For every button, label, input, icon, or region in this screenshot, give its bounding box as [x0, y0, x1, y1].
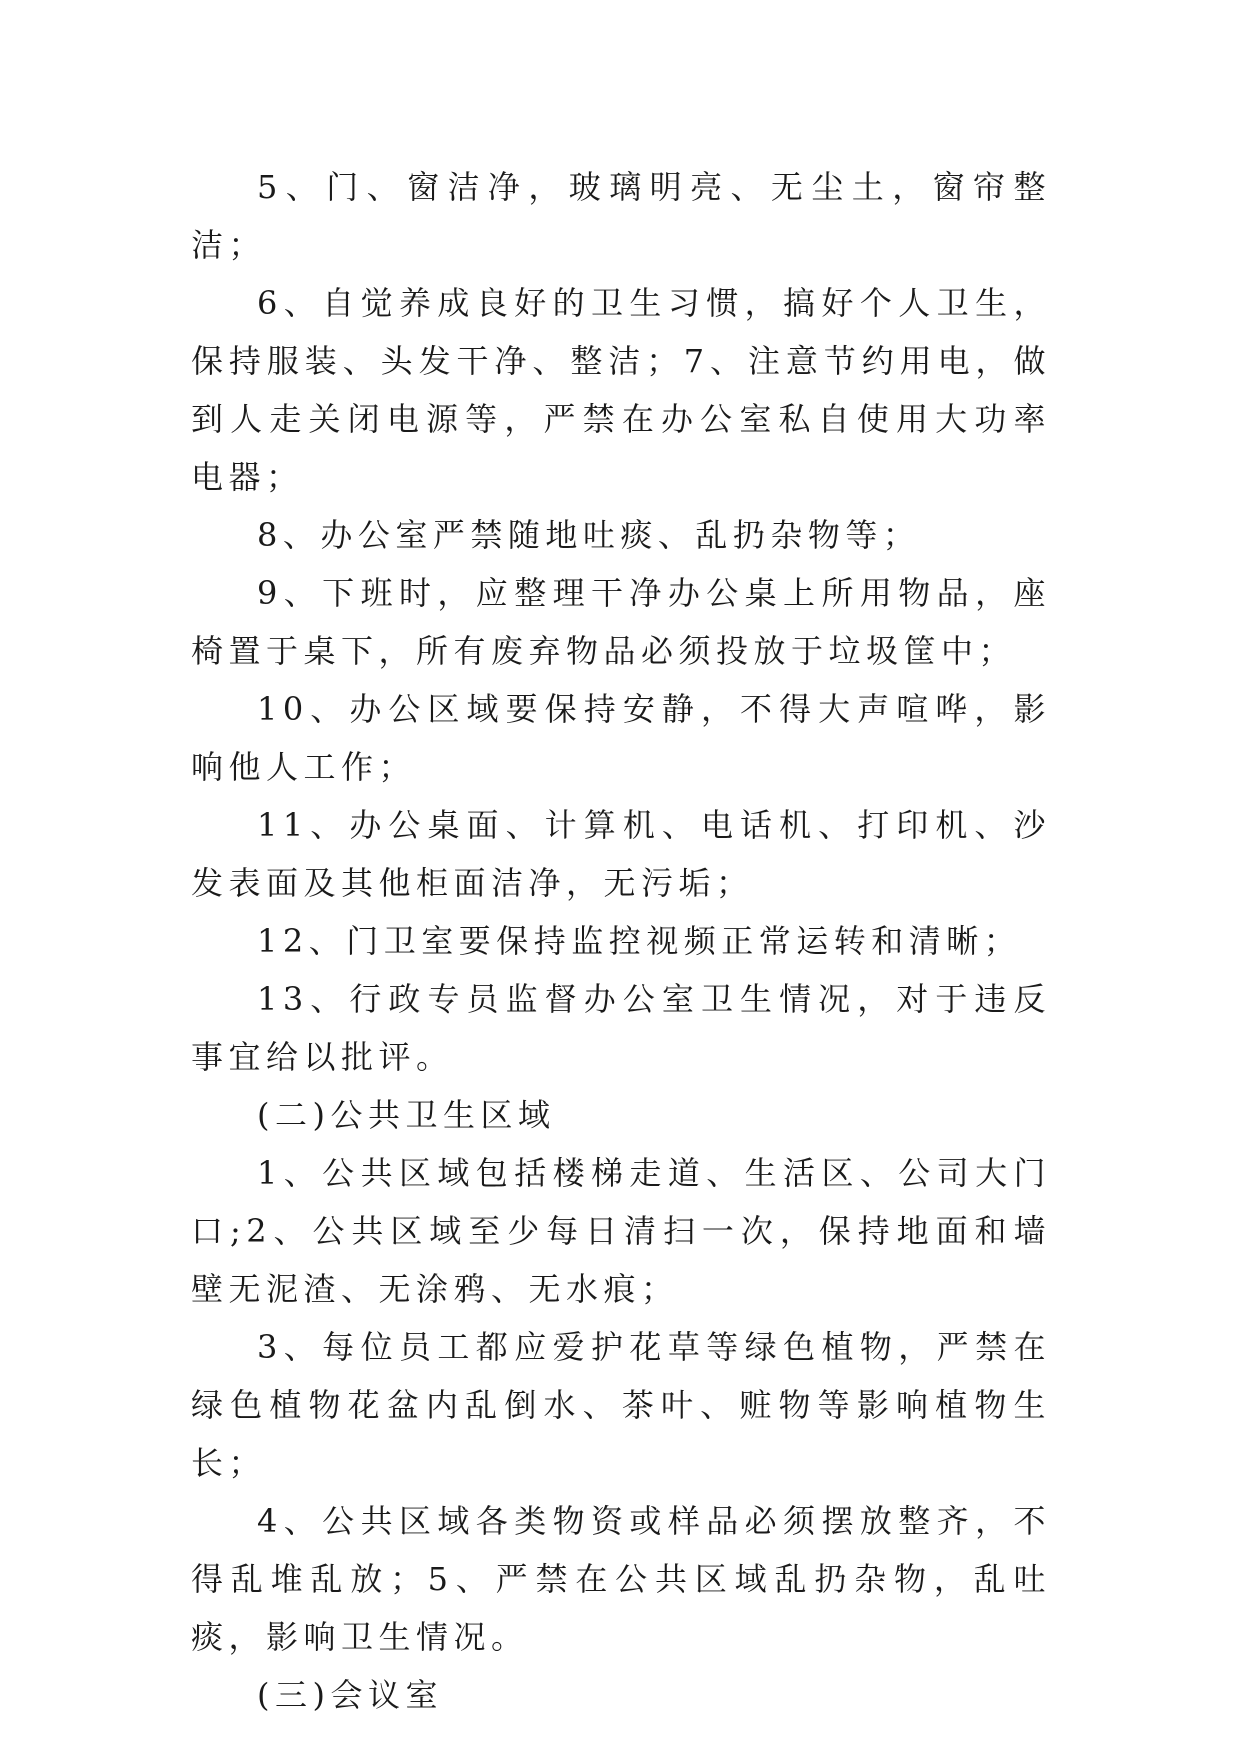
paragraph-item-6-7: 6、自觉养成良好的卫生习惯，搞好个人卫生，保持服装、头发干净、整洁；7、注意节约用电，做到人走关闭电源等，严禁在办公室私自使用大功率电器； — [191, 284, 1051, 496]
paragraph-item-9: 9、下班时，应整理干净办公桌上所用物品，座椅置于桌下，所有废弃物品必须投放于垃圾筐中； — [191, 574, 1051, 670]
paragraph-item-10: 10、办公区域要保持安静，不得大声喧哗，影响他人工作； — [191, 690, 1051, 786]
paragraph-item-8: 8、办公室严禁随地吐痰、乱扔杂物等； — [257, 516, 921, 554]
paragraph-public-4-5: 4、公共区域各类物资或样品必须摆放整齐，不得乱堆乱放；5、严禁在公共区域乱扔杂物，乱吐痰，影响卫生情况。 — [191, 1502, 1051, 1656]
paragraph-item-13: 13、行政专员监督办公室卫生情况，对于违反事宜给以批评。 — [191, 980, 1051, 1076]
section-heading-public-area: (二)公共卫生区域 — [257, 1096, 556, 1134]
paragraph-item-12: 12、门卫室要保持监控视频正常运转和清晰； — [257, 922, 1022, 960]
paragraph-item-11: 11、办公桌面、计算机、电话机、打印机、沙发表面及其他柜面洁净，无污垢； — [191, 806, 1051, 902]
document-body — [191, 158, 1051, 1724]
section-heading-meeting-room: (三)会议室 — [257, 1676, 443, 1714]
paragraph-public-1-2: 1、公共区域包括楼梯走道、生活区、公司大门口;2、公共区域至少每日清扫一次，保持地面和墙壁无泥渣、无涂鸦、无水痕； — [191, 1154, 1051, 1308]
paragraph-public-3: 3、每位员工都应爱护花草等绿色植物，严禁在绿色植物花盆内乱倒水、茶叶、赃物等影响植物生长； — [191, 1328, 1051, 1482]
paragraph-item-5: 5、门、窗洁净，玻璃明亮、无尘土，窗帘整洁； — [191, 168, 1051, 264]
